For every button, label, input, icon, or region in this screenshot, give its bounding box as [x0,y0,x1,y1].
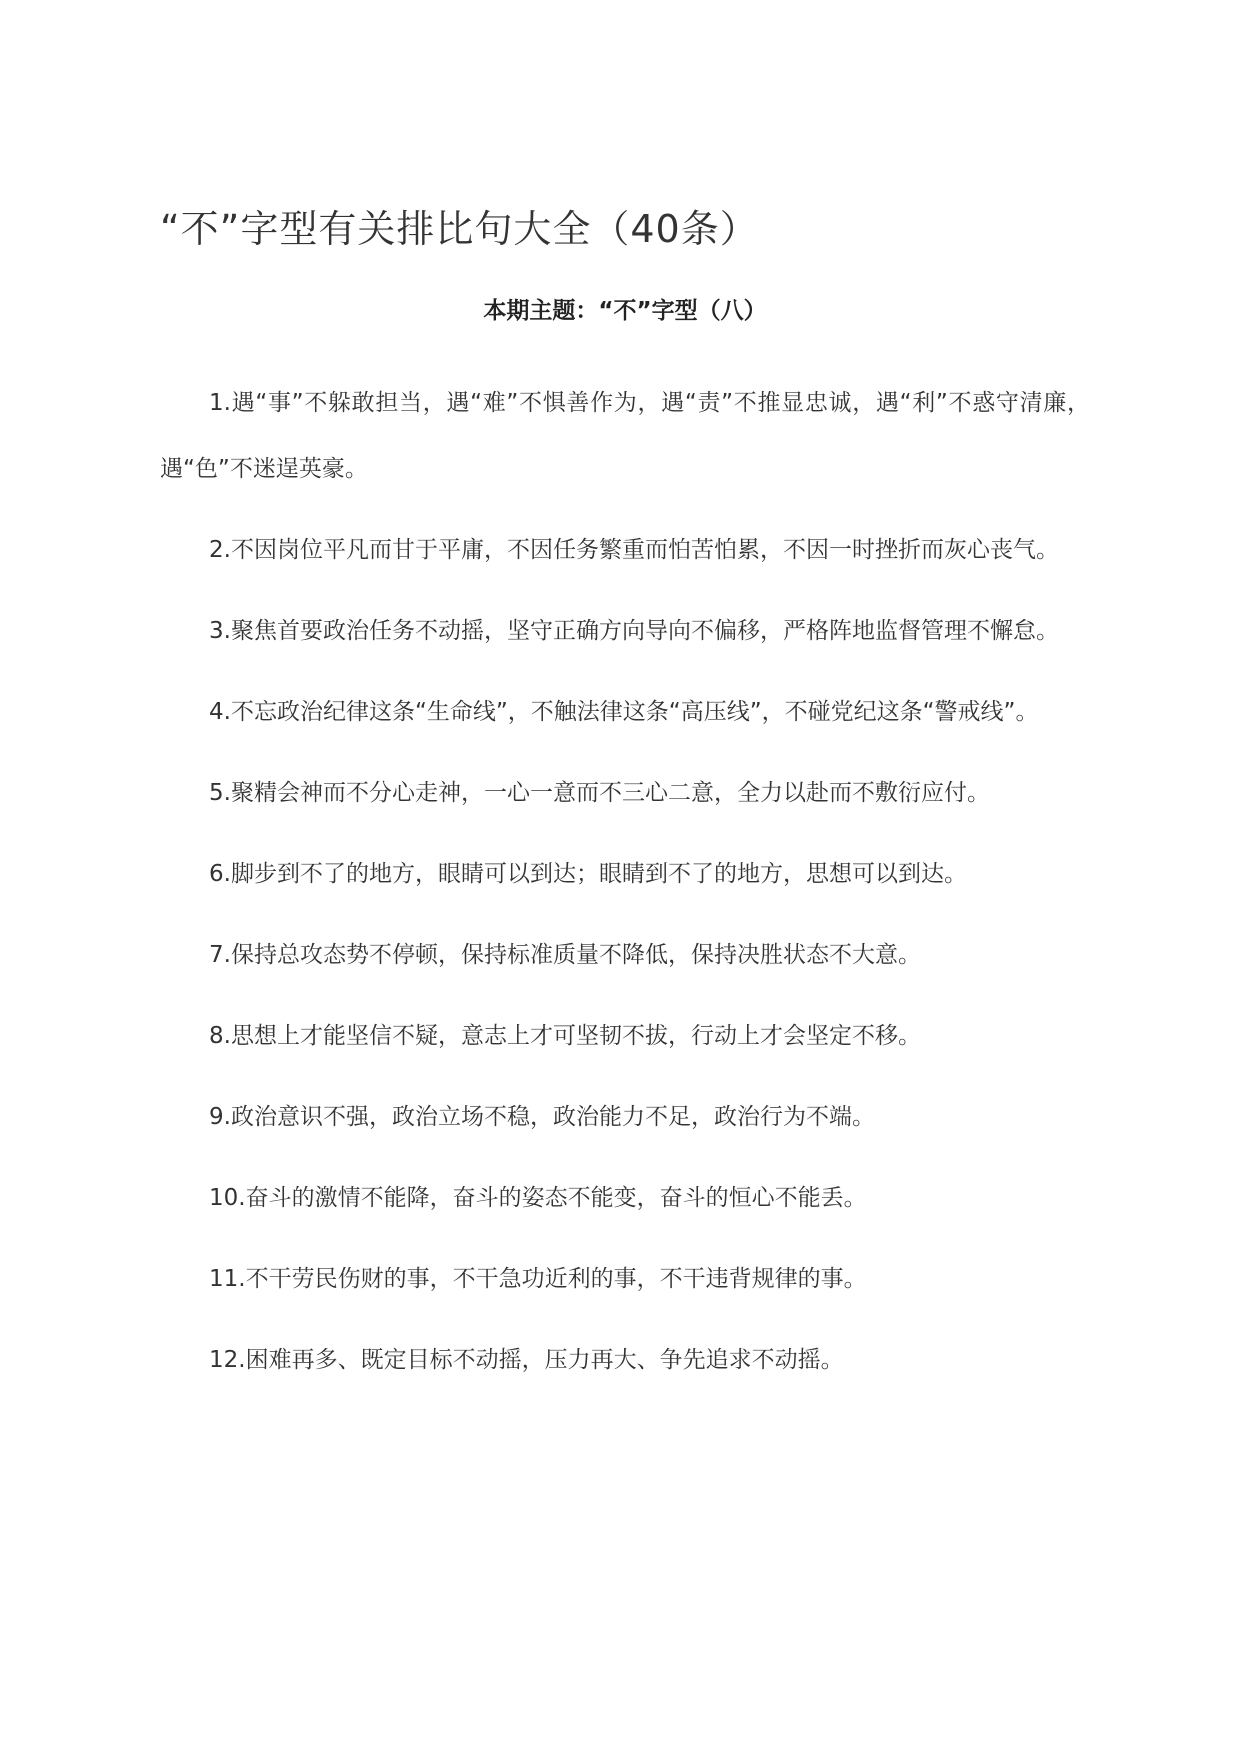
list-item: 8.思想上才能坚信不疑，意志上才可坚韧不拔，行动上才会坚定不移。 [209,1023,921,1049]
document-subtitle: 本期主题：“不”字型（八） [483,298,767,324]
list-item: 5.聚精会神而不分心走神，一心一意而不三心二意，全力以赴而不敷衍应付。 [209,780,990,806]
list-item: 9.政治意识不强，政治立场不稳，政治能力不足，政治行为不端。 [209,1104,875,1130]
document-title: “不”字型有关排比句大全（40条） [160,207,759,251]
list-item: 4.不忘政治纪律这条“生命线”，不触法律这条“高压线”，不碰党纪这条“警戒线”。 [209,699,1039,725]
document-page [160,0,1090,1754]
list-item: 1.遇“事”不躲敢担当，遇“难”不惧善作为，遇“责”不推显忠诚，遇“利”不惑守清廉，遇“色”不迷逞英豪。 [160,390,1090,482]
list-item: 12.困难再多、既定目标不动摇，压力再大、争先追求不动摇。 [209,1347,844,1373]
list-item: 2.不因岗位平凡而甘于平庸，不因任务繁重而怕苦怕累，不因一时挫折而灰心丧气。 [209,537,1059,563]
list-item: 10.奋斗的激情不能降，奋斗的姿态不能变，奋斗的恒心不能丢。 [209,1185,867,1211]
list-item: 3.聚焦首要政治任务不动摇，坚守正确方向导向不偏移，严格阵地监督管理不懈怠。 [209,618,1059,644]
list-item: 11.不干劳民伤财的事，不干急功近利的事，不干违背规律的事。 [209,1266,867,1292]
list-item: 7.保持总攻态势不停顿，保持标准质量不降低，保持决胜状态不大意。 [209,942,921,968]
item-list [160,370,1090,1408]
list-item: 6.脚步到不了的地方，眼睛可以到达；眼睛到不了的地方，思想可以到达。 [209,861,967,887]
